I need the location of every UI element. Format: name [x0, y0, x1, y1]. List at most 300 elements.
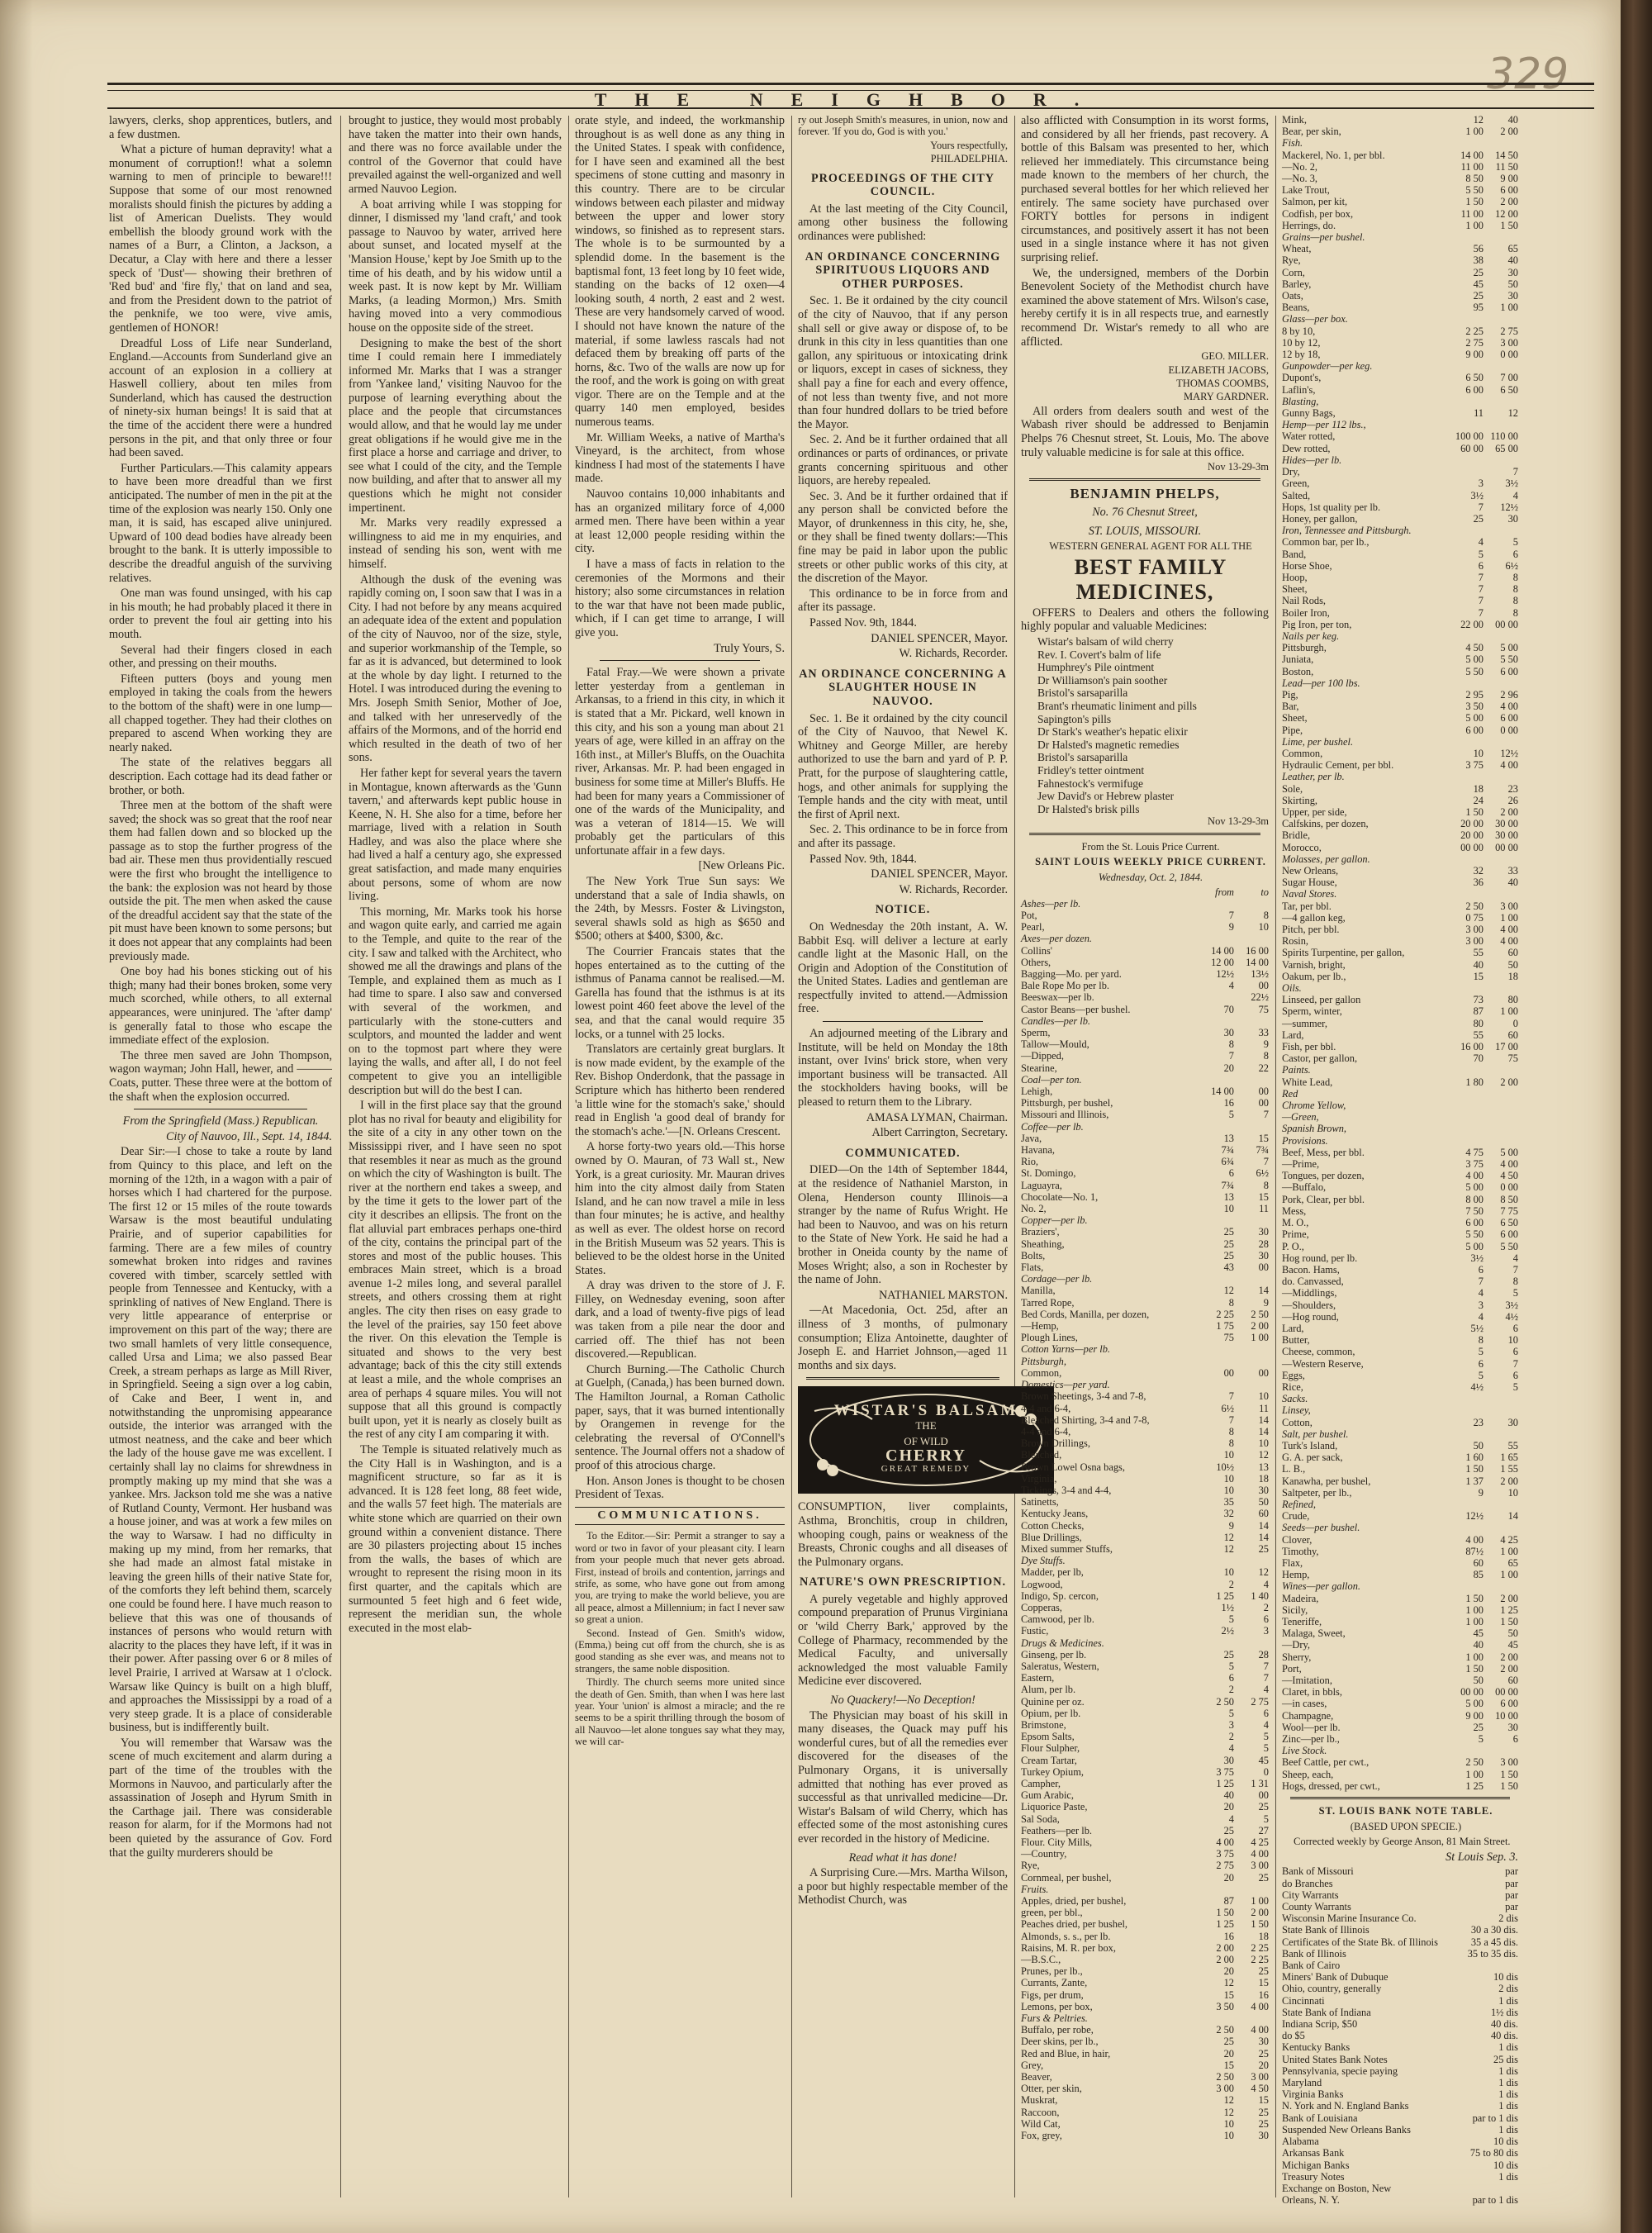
- table-cell-item: Seeds—per bushel.: [1282, 1522, 1360, 1534]
- table-cell-value: 13: [1223, 1190, 1234, 1203]
- ad-address: ST. LOUIS, MISSOURI.: [1088, 524, 1202, 538]
- table-cell-value: 1 00: [1465, 1768, 1483, 1780]
- table-row: [1021, 957, 1269, 968]
- table-cell-item: Iron, Tennessee and Pittsburgh.: [1282, 525, 1412, 537]
- table-cell-value: 5 00: [1500, 642, 1518, 654]
- table-cell-item: Lime, per bushel.: [1282, 735, 1354, 748]
- table-row: [1282, 161, 1518, 173]
- table-cell-value: 22 00: [1460, 618, 1483, 630]
- table-cell-item: Copperas,: [1021, 1601, 1062, 1613]
- table-cell-item: Grains—per bushel.: [1282, 231, 1365, 244]
- table-row: [1282, 712, 1518, 724]
- table-row: [1021, 2036, 1269, 2047]
- table-cell-item: Corn,: [1282, 266, 1305, 278]
- table-cell-value: 20: [1223, 1062, 1234, 1074]
- table-cell-item: Cheese, common,: [1282, 1346, 1355, 1358]
- table-row: [1282, 477, 1518, 489]
- table-cell-value: 6: [1512, 1322, 1518, 1334]
- table-row: [1282, 642, 1518, 653]
- price-table: [1282, 114, 1518, 1792]
- table-row: [1021, 1602, 1269, 1613]
- table-cell-value: [1199, 2012, 1234, 2024]
- table-cell-value: 30: [1258, 1249, 1269, 1261]
- column-2: [349, 114, 562, 2196]
- table-row: [1282, 736, 1518, 748]
- table-cell-value: 6 00: [1465, 1217, 1483, 1229]
- table-cell-value: 40: [1473, 958, 1483, 971]
- table-cell-value: 11 50: [1495, 160, 1518, 173]
- table-row: [1021, 2107, 1269, 2118]
- table-cell-item: Wines—per gallon.: [1282, 1580, 1360, 1593]
- text-paragraph: ry out Joseph Smith's measures, in union, now and forever. 'If you do, God is with you.': [798, 114, 1008, 138]
- table-cell-value: 6 00: [1500, 665, 1518, 677]
- table-cell-value: [1449, 771, 1483, 782]
- article-headline: AN ORDINANCE CONCERNING A SLAUGHTER HOUSE IN NAUVOO.: [799, 667, 1007, 708]
- table-cell-value: [1449, 466, 1483, 477]
- table-row: [1282, 1029, 1518, 1041]
- table-cell-value: 5: [1263, 1731, 1269, 1743]
- column-6: [1282, 114, 1518, 2207]
- table-cell-item: Oakum, per lb.,: [1282, 970, 1346, 982]
- table-cell-value: 8: [1263, 1179, 1269, 1191]
- table-cell-value: 1 50: [1465, 1592, 1483, 1604]
- table-cell-item: Sheet,: [1282, 712, 1308, 725]
- table-cell-item: Hydraulic Cement, per bbl.: [1282, 759, 1394, 772]
- table-row: [1021, 1931, 1269, 1942]
- table-cell-value: [1449, 525, 1483, 536]
- table-cell-value: 40: [1507, 254, 1518, 267]
- table-cell-value: 7: [1263, 1660, 1269, 1672]
- table-cell-item: Furs & Peltries.: [1021, 2012, 1088, 2025]
- table-cell-item: Ohio, country, generally: [1282, 1983, 1382, 1995]
- table-cell-value: 13: [1258, 1461, 1269, 1473]
- table-cell-value: [1199, 1555, 1234, 1566]
- table-cell-value: 2 dis: [1498, 1983, 1518, 1995]
- table-cell-value: 00 00: [1460, 1686, 1483, 1699]
- table-cell-value: [1444, 1960, 1518, 1971]
- table-cell-item: Alum, per lb.: [1021, 1684, 1076, 1696]
- table-cell-value: 3 75: [1216, 1848, 1234, 1860]
- table-row: [1282, 1780, 1518, 1792]
- table-cell-item: Mess,: [1282, 1204, 1307, 1217]
- table-row: [1282, 1722, 1518, 1733]
- table-cell-item: Barley,: [1282, 278, 1312, 290]
- table-cell-item: Peaches dried, per bushel,: [1021, 1918, 1128, 1931]
- table-cell-value: 1 50: [1500, 1616, 1518, 1627]
- table-cell-value: [1483, 1428, 1518, 1440]
- table-cell-value: 2 25: [1216, 1308, 1234, 1320]
- table-cell-value: 9: [1228, 921, 1234, 934]
- table-cell-value: 14 50: [1495, 149, 1518, 161]
- table-cell-value: 8: [1512, 1276, 1518, 1288]
- table-cell-value: 11: [1474, 407, 1483, 420]
- table-cell-value: 2 25: [1251, 1954, 1269, 1966]
- table-row: [1282, 865, 1518, 877]
- table-cell-value: [1444, 2183, 1518, 2194]
- list-item: Fahnestock's vermifuge: [1037, 777, 1144, 790]
- table-row: [1021, 1250, 1269, 1261]
- table-cell-value: 1 dis: [1498, 2088, 1518, 2101]
- table-cell-value: 30: [1258, 1226, 1269, 1238]
- table-row: [1282, 1064, 1518, 1076]
- table-cell-value: 12: [1258, 1566, 1269, 1579]
- text-paragraph: One boy had his bones sticking out of his thigh; many had their bones broken, some very much scorched, while others, to all external appearances, were uninjured. The 'after damp' is generally fatal to those who escape the immediate effect of the explosion.: [109, 965, 332, 1048]
- table-cell-value: [1449, 1404, 1483, 1416]
- table-cell-value: 9 00: [1465, 349, 1483, 361]
- table-cell-value: [1483, 525, 1518, 536]
- table-cell-item: Muskrat,: [1021, 2094, 1058, 2107]
- table-cell-item: Wheat,: [1282, 243, 1312, 255]
- table-cell-value: [1234, 1356, 1269, 1367]
- table-cell-value: 60: [1507, 947, 1518, 959]
- table-cell-value: 7: [1263, 1109, 1269, 1121]
- table-row: [1282, 795, 1518, 806]
- table-row: [1282, 771, 1518, 782]
- table-cell-item: Pitch, per bbl.: [1282, 924, 1340, 936]
- table-cell-value: 65: [1507, 243, 1518, 255]
- table-cell-value: 25 dis: [1493, 2053, 1518, 2065]
- table-title: SAINT LOUIS WEEKLY PRICE CURRENT.: [1035, 856, 1266, 868]
- table-cell-value: 1 00: [1500, 1005, 1518, 1018]
- table-cell-value: 5 00: [1465, 653, 1483, 666]
- table-cell-value: [1199, 1121, 1234, 1133]
- text-paragraph: The Courrier Francais states that the hopes entertained as to the cutting of the isthmus of Panama cannot be realised.—M. Garella has found that the isthmus is at its lowest point 460 feet above the level of the sea, and that the canal would require 35 locks, or a tunnel with 25 locks.: [575, 945, 785, 1041]
- table-row: [1282, 220, 1518, 231]
- text-paragraph: This ordinance to be in force from and after its passage.: [798, 587, 1008, 615]
- table-cell-item: Feathers—per lb.: [1021, 1824, 1093, 1836]
- list-item: Jew David's or Hebrew plaster: [1037, 790, 1175, 803]
- table-cell-value: 40 dis.: [1490, 2018, 1518, 2031]
- table-cell-item: Copper—per lb.: [1021, 1214, 1088, 1227]
- table-cell-value: 1 dis: [1498, 2064, 1518, 2077]
- table-source: From the St. Louis Price Current.: [1081, 840, 1220, 853]
- text-paragraph: Sec. 1. Be it ordained by the city council of the city of Nauvoo, that if any person shall sell or give away or dispose of, to be drunk in this city in less quantities than one gallon, any spirituous or intoxicating drink or liquors, except in cases of sickness, they shall pay a fine for each and every offence, of not less than twenty five, and not more than four hundred dollars to be tried before the Mayor.: [798, 294, 1008, 431]
- table-cell-value: 25: [1223, 2036, 1234, 2048]
- table-row: [1282, 689, 1518, 701]
- table-row: [1282, 1924, 1518, 1936]
- table-cell-item: Blue Drillings,: [1021, 1531, 1082, 1543]
- table-cell-item: Coal—per ton.: [1021, 1073, 1082, 1086]
- table-cell-value: 73: [1473, 994, 1483, 1006]
- table-row: [1021, 1566, 1269, 1578]
- table-cell-value: 30 00: [1495, 818, 1518, 830]
- table-row: [1282, 560, 1518, 572]
- ad-paragraph: A purely vegetable and highly approved compound preparation of Prunus Virginiana or 'wild Cherry Bark,' approved by the College of Pharmacy, recommended by the Medical Faculty, and universally acknowledged the most valuable Family Medicine ever discovered.: [798, 1592, 1008, 1689]
- table-row: [1021, 1508, 1269, 1519]
- table-row: [1021, 1907, 1269, 1918]
- table-cell-value: [1199, 933, 1234, 944]
- table-cell-value: 2 00: [1500, 1475, 1518, 1487]
- table-cell-value: 14 00: [1211, 944, 1234, 957]
- table-cell-value: 60: [1473, 1556, 1483, 1569]
- list-item: Fridley's tetter ointment: [1037, 764, 1145, 777]
- table-cell-value: 15: [1258, 2094, 1269, 2107]
- table-cell-value: 1 25: [1216, 1589, 1234, 1602]
- table-cell-value: [1234, 1379, 1269, 1390]
- section-heading: COMMUNICATIONS.: [575, 1507, 785, 1526]
- table-cell-item: State Bank of Indiana: [1282, 2006, 1371, 2018]
- table-cell-value: [1483, 137, 1518, 149]
- table-row: [1282, 1100, 1518, 1111]
- table-cell-item: Tongues, per dozen,: [1282, 1170, 1365, 1182]
- table-row: [1282, 572, 1518, 583]
- text-paragraph: Sec. 3. And be it further ordained that if any person shall be convicted before the Mayor, of drunkenness in this city, he, she, or they shall be fined twenty dollars:—This fine may be paid in labor upon the public streets or other public works of this city, at the discretion of the Mayor.: [798, 489, 1008, 586]
- table-cell-item: Sacks.: [1282, 1393, 1308, 1405]
- table-cell-value: 70: [1473, 1052, 1483, 1065]
- table-cell-value: 3 75: [1465, 1158, 1483, 1171]
- table-cell-item: Hides—per lb.: [1282, 454, 1342, 466]
- table-cell-item: Bar,: [1282, 701, 1299, 713]
- table-cell-value: 7¾: [1221, 1144, 1234, 1157]
- table-cell-value: 65 00: [1495, 442, 1518, 454]
- table-row: [1282, 150, 1518, 161]
- table-cell-item: Hops, 1st quality per lb.: [1282, 501, 1381, 513]
- table-cell-value: 7: [1228, 1390, 1234, 1403]
- table-cell-value: 1 dis: [1498, 1994, 1518, 2007]
- table-cell-item: Clover,: [1282, 1533, 1313, 1546]
- table-cell-value: 40: [1473, 1639, 1483, 1651]
- table-cell-value: 0 00: [1500, 349, 1518, 361]
- table-cell-item: White Lead,: [1282, 1076, 1333, 1088]
- table-cell-value: 1 55: [1500, 1463, 1518, 1475]
- table-row: [1282, 725, 1518, 736]
- table-cell-value: 2 00: [1500, 1662, 1518, 1675]
- table-cell-value: 4 00: [1500, 759, 1518, 772]
- table-cell-item: Almonds, s. s., per lb.: [1021, 1930, 1111, 1942]
- table-cell-value: 7: [1512, 1357, 1518, 1370]
- table-cell-value: 4: [1228, 1742, 1234, 1755]
- table-row: [1021, 1660, 1269, 1672]
- logo-text: GREAT REMEDY: [881, 1464, 971, 1475]
- table-cell-value: 40: [1507, 114, 1518, 126]
- table-row: [1282, 1936, 1518, 1948]
- ad-address: No. 76 Chesnut Street,: [1092, 506, 1198, 520]
- table-row: [1282, 1475, 1518, 1487]
- table-cell-value: 35 a 45 dis.: [1470, 1936, 1518, 1948]
- text-paragraph: You will remember that Warsaw was the scene of much excitement and alarm during a part of the time of the troubles with the Mormons in Nauvoo, and particularly after the assassination of Joseph and Hyrum Smith in the Carthage jail. There was considerable reason for alarm, for if the Mormons had not been quieted by the assurance of Gov. Ford that the guilty murderers should be: [109, 1736, 332, 1860]
- table-row: [1021, 2130, 1269, 2141]
- table-cell-item: Prime,: [1282, 1228, 1309, 1241]
- table-cell-value: 30 00: [1495, 829, 1518, 842]
- table-cell-item: Otter, per skin,: [1021, 2083, 1082, 2095]
- table-row: [1021, 1449, 1269, 1461]
- table-row: [1021, 1004, 1269, 1015]
- table-cell-value: 4 00: [1500, 701, 1518, 713]
- table-cell-value: 6¾: [1221, 1156, 1234, 1168]
- table-cell-value: [1449, 231, 1483, 243]
- table-row: [1021, 1038, 1269, 1050]
- table-row: [1282, 443, 1518, 454]
- table-row: [1282, 1756, 1518, 1768]
- ad-paragraph: All orders from dealers south and west of the Wabash river should be addressed to Benjamin Phelps 76 Chesnut street, St. Louis, Mo. The above truly valuable medicine is for sale at this office.: [1021, 404, 1269, 459]
- table-cell-item: Apples, dried, per bushel,: [1021, 1895, 1127, 1908]
- table-cell-value: 7: [1228, 909, 1234, 921]
- table-row: [1282, 1522, 1518, 1533]
- table-cell-value: 6½: [1505, 559, 1518, 572]
- table-cell-item: Fox, grey,: [1021, 2130, 1062, 2142]
- table-cell-value: 2 75: [1500, 325, 1518, 337]
- table-row: [1021, 1050, 1269, 1062]
- text-paragraph: Dreadful Loss of Life near Sunderland, England.—Accounts from Sunderland give an account of an explosion in a colliery at Haswell colliery, about ten miles from Sunderland, which has caused the destruction of ninety-six human beings! It is said that at the time of the accident there were a hundred persons in the pit, and that only three or four had been saved.: [109, 336, 332, 460]
- table-cell-value: 10 dis: [1493, 1971, 1518, 1984]
- table-cell-value: 75 to 80 dis: [1469, 2147, 1518, 2159]
- table-cell-item: Bank of Cairo: [1282, 1960, 1341, 1972]
- table-cell-item: M. O.,: [1282, 1217, 1309, 1229]
- table-row: [1282, 677, 1518, 689]
- table-cell-item: Cincinnati: [1282, 1994, 1325, 2007]
- table-cell-value: 25: [1258, 1542, 1269, 1555]
- table-row: [1282, 513, 1518, 525]
- table-cell-item: Eggs,: [1282, 1369, 1305, 1381]
- table-cell-value: 5: [1478, 548, 1483, 560]
- text-paragraph: Second. Instead of Gen. Smith's widow, (Emma,) being cut off from the church, she is as good standing as she ever was, and means not to strangers, the same noble disposition.: [575, 1627, 785, 1675]
- table-cell-value: 2 50: [1216, 1695, 1234, 1708]
- table-cell-item: Sheathing,: [1021, 1238, 1065, 1250]
- table-row: [1021, 1766, 1269, 1778]
- table-cell-value: [1199, 1074, 1234, 1086]
- table-cell-value: 7¾: [1256, 1144, 1269, 1157]
- table-cell-value: [1199, 1356, 1234, 1367]
- table-cell-item: Crude,: [1282, 1510, 1310, 1523]
- ad-subheading: WESTERN GENERAL AGENT FOR ALL THE: [1049, 540, 1252, 553]
- text-paragraph: Nauvoo contains 10,000 inhabitants and has an organized military force of 4,000 armed men. There have been within a year at least 12,000 people residing within the city.: [575, 487, 785, 556]
- table-row: [1021, 1742, 1269, 1754]
- table-cell-item: Dupont's,: [1282, 372, 1322, 384]
- table-cell-value: 4 00: [1500, 935, 1518, 948]
- table-row: [1282, 2194, 1518, 2206]
- table-row: [1282, 1865, 1518, 1877]
- table-cell-value: [1449, 419, 1483, 430]
- section-rule: [1290, 1797, 1510, 1799]
- ad-tagline: Read what it has done!: [848, 1851, 957, 1865]
- table-cell-value: 1 50: [1500, 1779, 1518, 1792]
- table-row: [1282, 2136, 1518, 2147]
- signature-line: DANIEL SPENCER, Mayor.: [871, 867, 1008, 881]
- table-cell-value: 33: [1258, 1027, 1269, 1038]
- table-row: [1021, 968, 1269, 980]
- table-cell-value: 7: [1478, 606, 1483, 619]
- column-divider: [340, 116, 341, 2197]
- page-number: 329: [1487, 50, 1569, 99]
- text-paragraph: The three men saved are John Thompson, wagon wayman; John Hall, hewer, and ——— Coats, putter. These three were at the bottom of the shaft when the explosion occurred.: [109, 1048, 332, 1104]
- table-cell-value: 3 75: [1216, 1765, 1234, 1778]
- table-cell-value: [1199, 1379, 1234, 1390]
- table-row: [1282, 2100, 1518, 2112]
- table-cell-value: 30: [1223, 1027, 1234, 1038]
- table-row: [1282, 829, 1518, 841]
- table-cell-value: 50: [1473, 1439, 1483, 1451]
- table-cell-value: 10: [1258, 1390, 1269, 1403]
- table-cell-item: Turk's Island,: [1282, 1439, 1338, 1451]
- text-paragraph: orate style, and indeed, the workmanship throughout is as well done as any thing in the United States. I speak with confidence, for I have seen and examined all the best specimens of stone cutting and masonry in this country. There are to be circular windows between each pilaster and midway between the upper and lower story windows, so finished as to represent stars. The whole is to be surmounted by a splendid dome. In the basement is the baptismal font, 13 feet long by 10 feet wide, standing on the backs of 12 oxen—4 looking south, 4 north, 2 east and 2 west. These are very handsomely carved of wood. I should not have known the nature of the material, if some lawless rascals had not defaced them by breaking off parts of the horns, &c. Two of the walls are now up for the roof, and the work is going on with great vigor. There are on the Temple and at the quarry 140 men employed, besides numerous teams.: [575, 114, 785, 430]
- table-cell-item: Sal Soda,: [1021, 1813, 1060, 1825]
- table-cell-value: 4 00: [1251, 2024, 1269, 2036]
- table-cell-value: 55: [1507, 1439, 1518, 1451]
- table-cell-value: 26: [1507, 794, 1518, 806]
- table-row: [1021, 1356, 1269, 1367]
- table-cell-value: 10: [1223, 1472, 1234, 1485]
- table-row: [1282, 349, 1518, 360]
- table-cell-item: Mink,: [1282, 114, 1307, 126]
- table-row: [1021, 1191, 1269, 1203]
- table-cell-value: [1483, 1064, 1518, 1076]
- table-cell-value: 30: [1258, 2036, 1269, 2048]
- table-cell-item: Butter,: [1282, 1334, 1310, 1347]
- table-cell-value: 6: [1478, 1357, 1483, 1370]
- table-row: [1021, 1989, 1269, 2001]
- table-row: [1021, 1496, 1269, 1508]
- table-cell-value: 1 50: [1465, 1662, 1483, 1675]
- table-cell-value: 3: [1478, 1299, 1483, 1311]
- table-cell-item: Boston,: [1282, 665, 1314, 677]
- table-row: [1282, 1181, 1518, 1193]
- table-row: [1021, 1097, 1269, 1109]
- table-cell-item: Rye,: [1021, 1860, 1040, 1872]
- table-cell-value: 6: [1512, 548, 1518, 560]
- table-cell-value: 2 50: [1216, 2024, 1234, 2036]
- table-cell-item: green, per bbl.,: [1021, 1907, 1083, 1919]
- table-cell-item: Dye Stuffs.: [1021, 1555, 1066, 1567]
- table-cell-value: 7: [1478, 501, 1483, 513]
- table-cell-value: 4 50: [1500, 1170, 1518, 1182]
- table-cell-item: Maryland: [1282, 2077, 1322, 2089]
- table-cell-value: 6: [1228, 1167, 1234, 1180]
- table-cell-value: 1 40: [1251, 1589, 1269, 1602]
- table-cell-item: Cream Tartar,: [1021, 1754, 1077, 1766]
- table-cell-value: 50: [1258, 1496, 1269, 1508]
- table-cell-value: [1483, 231, 1518, 243]
- table-cell-value: 7 00: [1500, 372, 1518, 384]
- table-row: [1282, 1381, 1518, 1393]
- table-cell-item: Bleached,: [1021, 1449, 1062, 1461]
- table-cell-item: Hoop,: [1282, 571, 1308, 583]
- table-date: Wednesday, Oct. 2, 1844.: [1098, 871, 1203, 883]
- table-cell-value: 30: [1507, 1721, 1518, 1733]
- table-cell-value: 87: [1223, 1895, 1234, 1908]
- table-cell-value: 1 00: [1251, 1332, 1269, 1344]
- table-row: [1282, 1698, 1518, 1709]
- table-cell-item: Brown Lowel Osna bags,: [1021, 1461, 1125, 1473]
- table-cell-value: [1449, 1522, 1483, 1533]
- table-cell-value: 11 00: [1460, 160, 1483, 173]
- table-cell-value: 9: [1263, 1296, 1269, 1309]
- table-cell-value: 4: [1228, 980, 1234, 992]
- table-cell-value: [1449, 677, 1483, 689]
- table-cell-value: [1449, 1428, 1483, 1440]
- table-cell-item: Pork, Clear, per bbl.: [1282, 1193, 1365, 1205]
- table-cell-value: 20: [1258, 2059, 1269, 2071]
- table-cell-item: Coffee—per lb.: [1021, 1120, 1084, 1133]
- table-cell-item: Prunes, per lb.,: [1021, 1965, 1083, 1978]
- table-cell-item: No. 2,: [1021, 1203, 1047, 1215]
- table-cell-item: Bale Rope Mo per lb.: [1021, 980, 1110, 992]
- table-cell-value: 0 75: [1465, 911, 1483, 924]
- table-cell-value: [1483, 982, 1518, 994]
- table-cell-value: 8: [1228, 1425, 1234, 1437]
- table-row: [1021, 1461, 1269, 1473]
- table-cell-value: 30: [1258, 2130, 1269, 2142]
- table-cell-item: Morocco,: [1282, 841, 1322, 853]
- table-cell-item: Raccoon,: [1021, 2106, 1060, 2118]
- table-cell-value: 7: [1512, 466, 1518, 478]
- table-cell-value: par: [1505, 1877, 1518, 1889]
- table-cell-value: 2: [1228, 1684, 1234, 1696]
- table-cell-value: 25: [1258, 1801, 1269, 1813]
- table-cell-item: do $5: [1282, 2030, 1305, 2042]
- table-cell-item: Ashes—per lb.: [1021, 897, 1081, 910]
- table-cell-value: [1483, 888, 1518, 900]
- table-row: [1282, 525, 1518, 536]
